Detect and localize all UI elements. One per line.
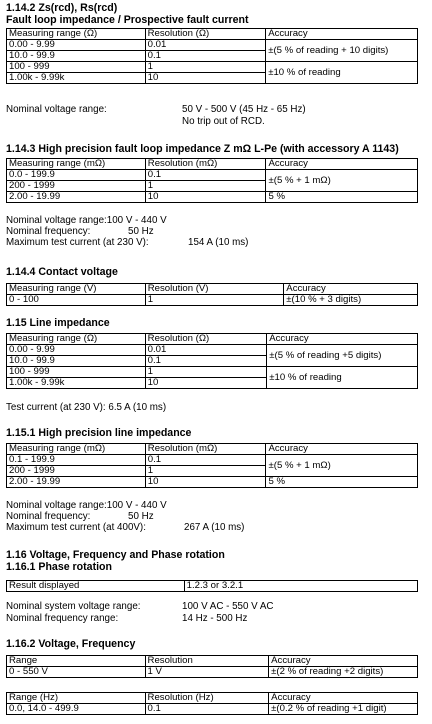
header-cell: Measuring range (mΩ) [7, 444, 146, 455]
value: 100 V AC - 550 V AC [182, 601, 274, 612]
cell: 0.01 [145, 345, 267, 356]
header-cell: Measuring range (mΩ) [7, 159, 146, 170]
cell: 0 - 550 V [7, 667, 146, 678]
table-1144 [6, 283, 418, 306]
table-1142 [6, 28, 418, 84]
accuracy-cell: 5 % [266, 477, 418, 488]
header-cell: Range [7, 656, 146, 667]
header-cell: Accuracy [269, 656, 418, 667]
table-row [7, 170, 418, 181]
section-title-1143: 1.14.3 High precision fault loop impedance Z mΩ L-Pe (with accessory A 1143) [6, 143, 399, 155]
value: 267 A (10 ms) [184, 522, 245, 533]
cell: 10.0 - 99.9 [7, 356, 146, 367]
label: Maximum test current (at 230 V): [6, 237, 149, 248]
table-header [7, 334, 418, 345]
accuracy-cell: ±(5 % + 1 mΩ) [266, 170, 418, 192]
section-title-1162: 1.16.2 Voltage, Frequency [6, 638, 136, 650]
header-cell: Resolution (V) [145, 284, 284, 295]
cell: 1.2.3 or 3.2.1 [184, 581, 417, 592]
cell: 10 [145, 477, 266, 488]
value: 50 V - 500 V (45 Hz - 65 Hz) [182, 104, 306, 115]
value: 14 Hz - 500 Hz [182, 613, 248, 624]
label: Nominal voltage range: [6, 104, 107, 115]
cell: 1.00k - 9.99k [7, 378, 146, 389]
table-row [7, 455, 418, 466]
section-title-115: 1.15 Line impedance [6, 317, 110, 329]
value: 50 Hz [128, 511, 154, 522]
header-cell: Measuring range (Ω) [7, 29, 146, 40]
nominal-frequency-1143 [6, 226, 154, 237]
label: Nominal frequency: [6, 511, 91, 522]
cell: 1 [145, 466, 266, 477]
cell: 0.1 [145, 455, 266, 466]
header-cell: Accuracy [266, 159, 418, 170]
cell: 1 [145, 62, 266, 73]
cell: 200 - 1999 [7, 466, 146, 477]
cell: 2.00 - 19.99 [7, 477, 146, 488]
cell: 1 [145, 367, 267, 378]
cell: 0.00 - 9.99 [7, 345, 146, 356]
accuracy-cell: ±10 % of reading [267, 367, 418, 389]
table-1151 [6, 443, 418, 488]
cell: 200 - 1999 [7, 181, 146, 192]
table-phase-rotation [6, 580, 418, 592]
table-row [7, 477, 418, 488]
cell: 100 - 999 [7, 367, 146, 378]
cell: 0.1 [145, 51, 266, 62]
cell: 100 - 999 [7, 62, 146, 73]
cell: 0.1 - 199.9 [7, 455, 146, 466]
cell: 0.0 - 199.9 [7, 170, 146, 181]
accuracy-cell: ±(5 % of reading + 10 digits) [266, 40, 418, 62]
table-row [7, 192, 418, 203]
accuracy-cell: ±(5 % of reading +5 digits) [267, 345, 418, 367]
header-cell: Resolution (Ω) [145, 334, 267, 345]
table-row [7, 581, 418, 592]
cell: 0.0, 14.0 - 499.9 [7, 704, 146, 715]
cell: ±(2 % of reading +2 digits) [269, 667, 418, 678]
header-cell: Accuracy [284, 284, 418, 295]
cell: 10 [145, 73, 266, 84]
rcd-note: No trip out of RCD. [182, 116, 265, 127]
nominal-voltage-1143: Nominal voltage range:100 V - 440 V [6, 215, 167, 226]
system-voltage-range [6, 601, 274, 612]
cell: 0.00 - 9.99 [7, 40, 146, 51]
test-current-115: Test current (at 230 V): 6.5 A (10 ms) [6, 402, 167, 413]
value: 154 A (10 ms) [188, 237, 249, 248]
cell: ±(0.2 % of reading +1 digit) [269, 704, 418, 715]
header-cell: Accuracy [267, 334, 418, 345]
cell: 1.00k - 9.99k [7, 73, 146, 84]
max-current-1151 [6, 522, 244, 533]
header-cell: Accuracy [266, 444, 418, 455]
cell: 1 [145, 181, 266, 192]
header-cell: Resolution [145, 656, 269, 667]
header-cell: Resolution (Hz) [145, 693, 269, 704]
cell: 0.1 [145, 704, 269, 715]
cell: Result displayed [7, 581, 185, 592]
nominal-voltage-1142 [6, 104, 306, 115]
accuracy-cell: ±10 % of reading [266, 62, 418, 84]
cell: 10.0 - 99.9 [7, 51, 146, 62]
table-header [7, 693, 418, 704]
section-title-1142: 1.14.2 Zs(rcd), Rs(rcd) [6, 2, 118, 14]
header-cell: Accuracy [269, 693, 418, 704]
table-frequency [6, 692, 418, 715]
cell: 1 [145, 295, 284, 306]
table-row [7, 367, 418, 378]
label: Nominal frequency range: [6, 613, 119, 624]
table-voltage [6, 655, 418, 678]
value: 50 Hz [128, 226, 154, 237]
table-row [7, 62, 418, 73]
header-cell: Resolution (Ω) [145, 29, 266, 40]
table-row [7, 667, 418, 678]
header-cell: Measuring range (V) [7, 284, 146, 295]
nominal-frequency-1151 [6, 511, 154, 522]
cell: 10 [145, 378, 267, 389]
max-current-1143 [6, 237, 248, 248]
header-cell: Measuring range (Ω) [7, 334, 146, 345]
table-row [7, 345, 418, 356]
table-header [7, 159, 418, 170]
table-header [7, 29, 418, 40]
table-header [7, 656, 418, 667]
nominal-voltage-1151: Nominal voltage range:100 V - 440 V [6, 500, 167, 511]
cell: 0.1 [145, 170, 266, 181]
header-cell: Resolution (mΩ) [145, 444, 266, 455]
label: Nominal frequency: [6, 226, 91, 237]
accuracy-cell: 5 % [266, 192, 418, 203]
cell: 2.00 - 19.99 [7, 192, 146, 203]
section-title-116: 1.16 Voltage, Frequency and Phase rotation [6, 549, 225, 561]
cell: 0 - 100 [7, 295, 146, 306]
table-1143 [6, 158, 418, 203]
cell: ±(10 % + 3 digits) [284, 295, 418, 306]
label: Nominal system voltage range: [6, 601, 141, 612]
header-cell: Range (Hz) [7, 693, 146, 704]
table-row [7, 295, 418, 306]
cell: 0.1 [145, 356, 267, 367]
table-115 [6, 333, 418, 389]
header-cell: Resolution (mΩ) [145, 159, 266, 170]
table-row [7, 704, 418, 715]
header-cell: Accuracy [266, 29, 418, 40]
section-title-1144: 1.14.4 Contact voltage [6, 266, 118, 278]
label: Maximum test current (at 400V): [6, 522, 146, 533]
section-title-1151: 1.15.1 High precision line impedance [6, 427, 192, 439]
cell: 0.01 [145, 40, 266, 51]
table-row [7, 40, 418, 51]
section-subtitle-1161: 1.16.1 Phase rotation [6, 561, 112, 573]
table-header [7, 444, 418, 455]
accuracy-cell: ±(5 % + 1 mΩ) [266, 455, 418, 477]
table-header [7, 284, 418, 295]
frequency-range [6, 613, 247, 624]
section-subtitle-1142: Fault loop impedance / Prospective fault current [6, 14, 249, 26]
cell: 1 V [145, 667, 269, 678]
cell: 10 [145, 192, 266, 203]
